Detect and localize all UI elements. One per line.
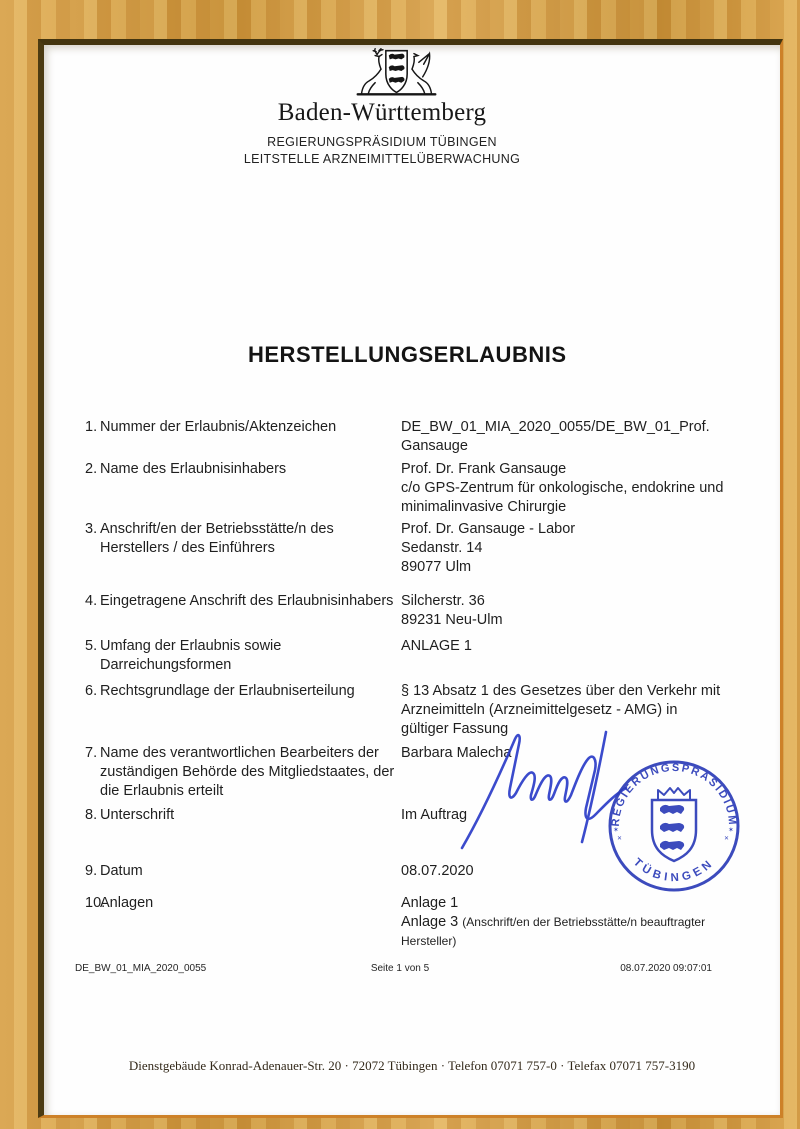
item-label: Nummer der Erlaubnis/Aktenzeichen bbox=[100, 419, 337, 435]
document-title: HERSTELLUNGSERLAUBNIS bbox=[248, 342, 567, 367]
item-number: 5. bbox=[85, 638, 98, 654]
svg-text:✕: ✕ bbox=[617, 836, 623, 842]
item-value: ANLAGE 1 bbox=[401, 638, 472, 654]
item-value: DE_BW_01_MIA_2020_0055/DE_BW_01_Prof. Gansauge bbox=[401, 419, 710, 454]
item-number: 9. bbox=[85, 863, 98, 879]
item-label: Name des verantwortlichen Bearbeiters der zuständigen Behörde des Mitgliedstaates, der die Erlaubnis erteilt bbox=[100, 745, 395, 799]
item-label: Unterschrift bbox=[100, 807, 175, 823]
item-label: Name des Erlaubnisinhabers bbox=[100, 461, 287, 477]
footer-page-indicator: Seite 1 von 5 bbox=[370, 963, 430, 974]
authority-name: REGIERUNGSPRÄSIDIUM TÜBINGEN bbox=[267, 135, 497, 149]
item-label: Anschrift/en der Betriebsstätte/n des Herstellers / des Einführers bbox=[100, 521, 334, 556]
footer-datetime: 08.07.2020 09:07:01 bbox=[620, 963, 712, 974]
item-label: Rechtsgrundlage der Erlaubniserteilung bbox=[100, 683, 355, 699]
item-label: Anlagen bbox=[100, 895, 154, 911]
stamp-top-text: REGIERUNGSPRÄSIDIUM bbox=[609, 761, 739, 827]
item-number: 6. bbox=[85, 683, 98, 699]
item-label: Datum bbox=[100, 863, 143, 879]
item-value: Prof. Dr. Gansauge - Labor Sedanstr. 14 89077 Ulm bbox=[401, 521, 576, 575]
item-value: Anlage 1 Anlage 3 (Anschrift/en der Betriebsstätte/n beauftragter Hersteller) bbox=[401, 895, 706, 948]
svg-text:✕: ✕ bbox=[724, 836, 730, 842]
office-address-line: Dienstgebäude Konrad-Adenauer-Str. 20 · 72072 Tübingen · Telefon 07071 757-0 · Telefax 07071 757-3190 bbox=[128, 1058, 696, 1073]
item-label: Umfang der Erlaubnis sowie Darreichungsformen bbox=[100, 638, 282, 673]
item-number: 4. bbox=[85, 593, 98, 609]
footer-reference-number: DE_BW_01_MIA_2020_0055 bbox=[75, 963, 207, 974]
stamp-left-mark: ✶ bbox=[613, 827, 619, 834]
stamp-right-mark: ✶ bbox=[728, 827, 734, 834]
department-name: LEITSTELLE ARZNEIMITTELÜBERWACHUNG bbox=[243, 152, 521, 166]
item-value: Prof. Dr. Frank Gansauge c/o GPS-Zentrum für onkologische, endokrine und minimalinvasive Chirurgie bbox=[401, 461, 724, 515]
tuebingen-seal-stamp bbox=[604, 756, 744, 896]
stamp-bottom-text: TÜBINGEN bbox=[630, 856, 718, 885]
item-number: 7. bbox=[85, 745, 98, 761]
item-value: Barbara Malecha bbox=[401, 745, 512, 761]
item-number: 10. bbox=[85, 895, 106, 911]
item-number: 1. bbox=[85, 419, 98, 435]
state-name: Baden-Württemberg bbox=[277, 99, 487, 126]
item-value: § 13 Absatz 1 des Gesetzes über den Verkehr mit Arzneimitteln (Arzneimittelgesetz - AMG) in gültiger Fassung bbox=[401, 683, 721, 737]
svg-text:REGIERUNGSPRÄSIDIUM bbox=[610, 762, 738, 827]
item-value: 08.07.2020 bbox=[401, 863, 474, 879]
item-number: 3. bbox=[85, 521, 98, 537]
item-value: Silcherstr. 36 89231 Neu-Ulm bbox=[401, 593, 503, 628]
item-value: Im Auftrag bbox=[401, 807, 468, 823]
item-label: Eingetragene Anschrift des Erlaubnisinhabers bbox=[100, 593, 394, 609]
item-number: 8. bbox=[85, 807, 98, 823]
item-number: 2. bbox=[85, 461, 98, 477]
